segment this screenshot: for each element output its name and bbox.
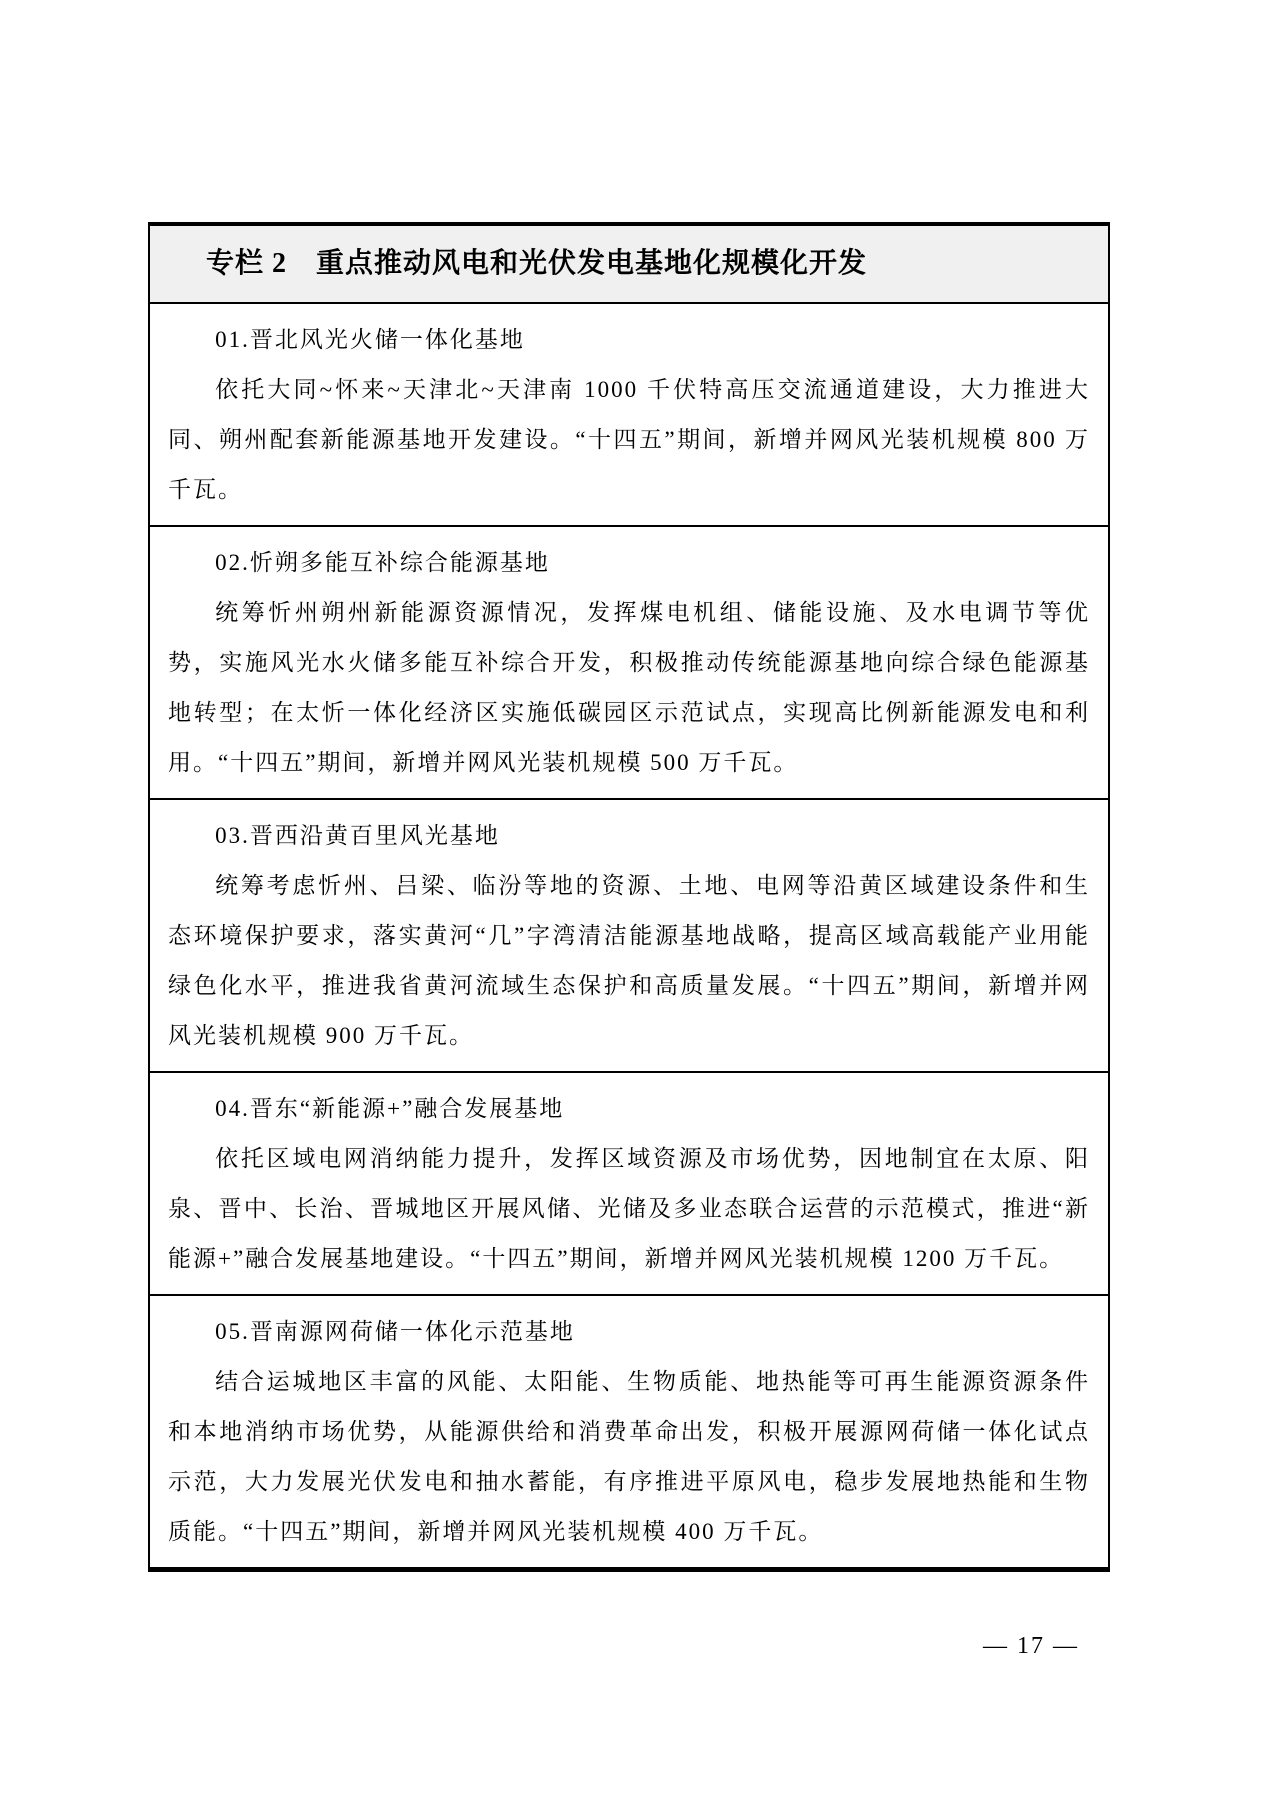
section-01-title: 01.晋北风光火储一体化基地 bbox=[215, 327, 525, 352]
section-05-title: 05.晋南源网荷储一体化示范基地 bbox=[215, 1319, 575, 1344]
page-number: — 17 — bbox=[983, 1633, 1079, 1659]
section-03 bbox=[150, 798, 1108, 1071]
callout-box-title: 专栏 2 重点推动风电和光伏发电基地化规模化开发 bbox=[150, 226, 1108, 304]
section-05 bbox=[150, 1294, 1108, 1567]
callout-box-body bbox=[150, 304, 1108, 1567]
section-02 bbox=[150, 525, 1108, 798]
section-03-text: 统筹考虑忻州、吕梁、临汾等地的资源、土地、电网等沿黄区域建设条件和生态环境保护要求，落实黄河“几”字湾清洁能源基地战略，提高区域高载能产业用能绿色化水平，推进我省黄河流域生态保护和高质量发展。“十四五”期间，新增并网风光装机规模 900 万千瓦。 bbox=[168, 873, 1090, 1048]
section-02-title: 02.忻朔多能互补综合能源基地 bbox=[215, 550, 550, 575]
callout-box bbox=[148, 222, 1110, 1572]
section-04-text: 依托区域电网消纳能力提升，发挥区域资源及市场优势，因地制宜在太原、阳泉、晋中、长治、晋城地区开展风储、光储及多业态联合运营的示范模式，推进“新能源+”融合发展基地建设。“十四五”期间，新增并网风光装机规模 1200 万千瓦。 bbox=[168, 1146, 1090, 1271]
section-02-text: 统筹忻州朔州新能源资源情况，发挥煤电机组、储能设施、及水电调节等优势，实施风光水火储多能互补综合开发，积极推动传统能源基地向综合绿色能源基地转型；在太忻一体化经济区实施低碳园区示范试点，实现高比例新能源发电和利用。“十四五”期间，新增并网风光装机规模 500 万千瓦。 bbox=[168, 600, 1090, 775]
section-04 bbox=[150, 1071, 1108, 1294]
section-05-text: 结合运城地区丰富的风能、太阳能、生物质能、地热能等可再生能源资源条件和本地消纳市场优势，从能源供给和消费革命出发，积极开展源网荷储一体化试点示范，大力发展光伏发电和抽水蓄能，有序推进平原风电，稳步发展地热能和生物质能。“十四五”期间，新增并网风光装机规模 400 万千瓦。 bbox=[168, 1369, 1090, 1544]
section-01-text: 依托大同~怀来~天津北~天津南 1000 千伏特高压交流通道建设，大力推进大同、朔州配套新能源基地开发建设。“十四五”期间，新增并网风光装机规模 800 万千瓦。 bbox=[168, 377, 1090, 502]
section-04-title: 04.晋东“新能源+”融合发展基地 bbox=[215, 1096, 565, 1121]
section-03-title: 03.晋西沿黄百里风光基地 bbox=[215, 823, 500, 848]
section-01 bbox=[150, 304, 1108, 525]
